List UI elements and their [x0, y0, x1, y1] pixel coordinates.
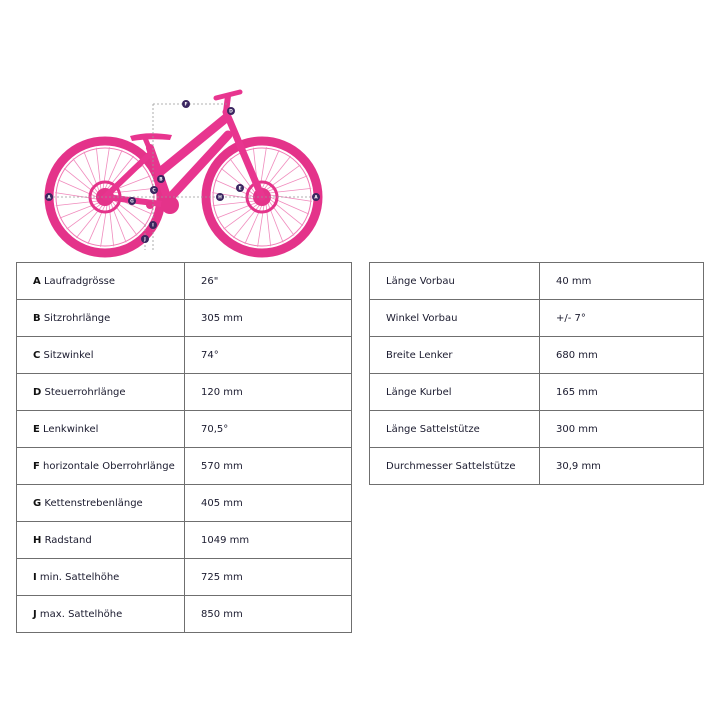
measurement-label: Sitzwinkel — [43, 349, 94, 361]
measurement-name — [17, 263, 185, 300]
marker-d — [227, 107, 235, 115]
measurement-value: 1049 mm — [185, 522, 352, 559]
component-value: 300 mm — [540, 411, 704, 448]
crank — [161, 196, 179, 214]
component-name: Länge Vorbau — [370, 263, 540, 300]
component-row — [370, 337, 704, 374]
marker-a-front — [312, 193, 320, 201]
geometry-row-j — [17, 596, 352, 633]
svg-text:H: H — [218, 195, 222, 201]
svg-text:J: J — [144, 237, 146, 243]
geometry-row-a — [17, 263, 352, 300]
marker-c — [150, 186, 158, 194]
dimension-lines — [49, 104, 316, 250]
marker-a — [45, 193, 53, 201]
measurement-label: horizontale Oberrohrlänge — [43, 460, 175, 472]
measurement-value: 70,5° — [185, 411, 352, 448]
marker-j — [141, 235, 149, 243]
geometry-table-components — [369, 262, 704, 485]
measurement-label: Laufradgrösse — [43, 275, 116, 287]
measurement-code: F — [33, 460, 40, 472]
measurement-label: min. Sattelhöhe — [39, 571, 120, 583]
measurement-value: 570 mm — [185, 448, 352, 485]
geometry-row-f — [17, 448, 352, 485]
measurement-code: B — [33, 312, 41, 324]
component-value: 30,9 mm — [540, 448, 704, 485]
measurement-label: Radstand — [44, 534, 92, 546]
measurement-value: 26" — [185, 263, 352, 300]
measurement-name — [17, 411, 185, 448]
measurement-value: 405 mm — [185, 485, 352, 522]
measurement-value: 850 mm — [185, 596, 352, 633]
measurement-value: 305 mm — [185, 300, 352, 337]
measurement-label: Sitzrohrlänge — [43, 312, 111, 324]
svg-text:B: B — [159, 177, 163, 183]
measurement-code: D — [33, 386, 42, 398]
measurement-name — [17, 559, 185, 596]
svg-text:C: C — [152, 188, 156, 194]
geometry-row-b — [17, 300, 352, 337]
svg-text:F: F — [184, 102, 188, 108]
component-name: Durchmesser Sattelstütze — [370, 448, 540, 485]
geometry-row-d — [17, 374, 352, 411]
measurement-value: 725 mm — [185, 559, 352, 596]
component-value: 165 mm — [540, 374, 704, 411]
marker-h — [216, 193, 224, 201]
component-value: 40 mm — [540, 263, 704, 300]
geometry-row-g — [17, 485, 352, 522]
svg-text:E: E — [238, 186, 242, 192]
measurement-label: Lenkwinkel — [43, 423, 99, 435]
marker-e — [236, 184, 244, 192]
bike-geometry-diagram — [0, 0, 720, 262]
svg-text:A: A — [314, 195, 318, 201]
geometry-row-c — [17, 337, 352, 374]
measurement-name — [17, 485, 185, 522]
svg-text:I: I — [152, 223, 154, 229]
measurement-label: Kettenstrebenlänge — [44, 497, 143, 509]
measurement-name — [17, 374, 185, 411]
component-value: +/- 7° — [540, 300, 704, 337]
marker-i — [149, 221, 157, 229]
component-name: Länge Kurbel — [370, 374, 540, 411]
measurement-name — [17, 337, 185, 374]
measurement-name — [17, 448, 185, 485]
measurement-code: C — [33, 349, 41, 361]
geometry-row-e — [17, 411, 352, 448]
svg-text:A: A — [47, 195, 51, 201]
component-name: Länge Sattelstütze — [370, 411, 540, 448]
geometry-row-i — [17, 559, 352, 596]
component-row — [370, 263, 704, 300]
component-row — [370, 411, 704, 448]
measurement-name — [17, 300, 185, 337]
component-row — [370, 374, 704, 411]
marker-f — [182, 100, 190, 108]
saddle — [130, 133, 172, 141]
measurement-code: I — [33, 571, 37, 583]
measurement-label: Steuerrohrlänge — [44, 386, 126, 398]
geometry-table-main — [16, 262, 352, 633]
measurement-value: 74° — [185, 337, 352, 374]
measurement-code: H — [33, 534, 42, 546]
measurement-code: J — [33, 608, 37, 620]
marker-b — [157, 175, 165, 183]
svg-text:G: G — [130, 199, 134, 205]
component-name: Winkel Vorbau — [370, 300, 540, 337]
svg-text:D: D — [229, 109, 233, 115]
component-row — [370, 448, 704, 485]
component-row — [370, 300, 704, 337]
component-value: 680 mm — [540, 337, 704, 374]
measurement-code: A — [33, 275, 41, 287]
geometry-row-h — [17, 522, 352, 559]
component-name: Breite Lenker — [370, 337, 540, 374]
measurement-name — [17, 596, 185, 633]
measurement-label: max. Sattelhöhe — [39, 608, 123, 620]
marker-g — [128, 197, 136, 205]
measurement-value: 120 mm — [185, 374, 352, 411]
measurement-code: G — [33, 497, 42, 509]
measurement-code: E — [33, 423, 40, 435]
measurement-name — [17, 522, 185, 559]
